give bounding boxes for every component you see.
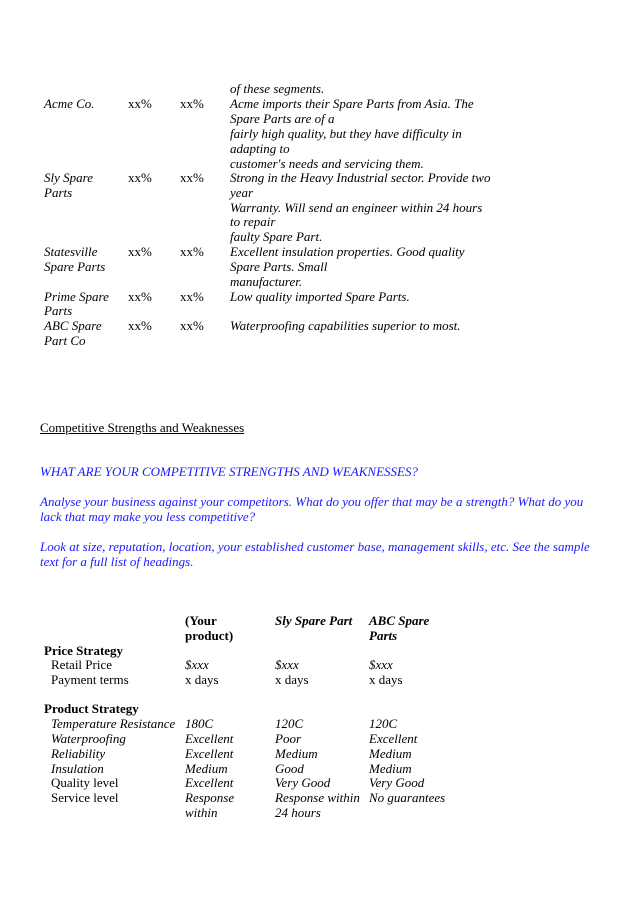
cell-value: $xxx	[185, 657, 209, 672]
section-heading: Competitive Strengths and Weaknesses	[40, 420, 245, 435]
competitor-desc: Warranty. Will send an engineer within 24 hours	[230, 200, 483, 215]
cell-value: x days	[275, 672, 309, 687]
competitor-name: Parts	[44, 303, 73, 318]
competitor-desc: Spare Parts. Small	[230, 259, 328, 274]
guidance-text: Analyse your business against your competitors. What do you offer that may be a strength? What do you	[40, 494, 584, 509]
cell-value: x days	[369, 672, 403, 687]
column-header: product)	[185, 628, 234, 643]
cell-value: x days	[185, 672, 219, 687]
row-label: Reliability	[51, 746, 106, 761]
cell-value: Excellent	[185, 731, 234, 746]
section-question: WHAT ARE YOUR COMPETITIVE STRENGTHS AND WEAKNESSES?	[40, 464, 418, 479]
competitor-desc: faulty Spare Part.	[230, 229, 323, 244]
competitor-desc: Waterproofing capabilities superior to most.	[230, 318, 461, 333]
cell-value: Very Good	[369, 775, 425, 790]
cell-value: Response	[185, 790, 235, 805]
cell-value: Response within	[275, 790, 360, 805]
row-label: Quality level	[51, 775, 119, 790]
cell-value: No guarantees	[369, 790, 446, 805]
share-value: xx%	[128, 96, 152, 111]
cell-value: Medium	[369, 746, 412, 761]
competitor-desc: year	[230, 185, 254, 200]
share-value: xx%	[180, 244, 204, 259]
cell-value: Medium	[275, 746, 318, 761]
cell-value: within	[185, 805, 218, 820]
column-header: Sly Spare Part	[275, 613, 353, 628]
cell-value: $xxx	[369, 657, 393, 672]
cell-value: Excellent	[185, 746, 234, 761]
competitor-desc: Low quality imported Spare Parts.	[230, 289, 410, 304]
cell-value: 180C	[185, 716, 214, 731]
competitor-name: Spare Parts	[44, 259, 106, 274]
share-value: xx%	[128, 244, 152, 259]
competitor-name: Sly Spare	[44, 170, 93, 185]
guidance-text: Look at size, reputation, location, your established customer base, management skills, etc. See the sample	[40, 539, 590, 554]
cell-value: Medium	[369, 761, 412, 776]
column-header: (Your	[185, 613, 217, 628]
cell-value: 24 hours	[275, 805, 321, 820]
guidance-text: lack that may make you less competitive?	[40, 509, 256, 524]
cell-value: Excellent	[369, 731, 418, 746]
cell-value: Medium	[185, 761, 228, 776]
intro-line: of these segments.	[230, 81, 325, 96]
cell-value: $xxx	[275, 657, 299, 672]
cell-value: 120C	[275, 716, 304, 731]
competitor-name: Part Co	[44, 333, 86, 348]
competitor-desc: Strong in the Heavy Industrial sector. Provide two	[230, 170, 491, 185]
row-label: Temperature Resistance	[51, 716, 176, 731]
row-label: Insulation	[51, 761, 104, 776]
cell-value: Very Good	[275, 775, 331, 790]
share-value: xx%	[180, 96, 204, 111]
competitor-name: Statesville	[44, 244, 98, 259]
competitor-desc: adapting to	[230, 141, 290, 156]
group-title: Price Strategy	[44, 643, 124, 658]
cell-value: Poor	[275, 731, 301, 746]
row-label: Waterproofing	[51, 731, 126, 746]
row-label: Retail Price	[51, 657, 113, 672]
row-label: Payment terms	[51, 672, 129, 687]
competitor-name: Prime Spare	[44, 289, 109, 304]
share-value: xx%	[180, 289, 204, 304]
column-header: ABC Spare	[369, 613, 430, 628]
cell-value: Good	[275, 761, 304, 776]
competitor-desc: Acme imports their Spare Parts from Asia. The	[230, 96, 474, 111]
row-label: Service level	[51, 790, 119, 805]
competitor-desc: Spare Parts are of a	[230, 111, 335, 126]
competitor-name: ABC Spare	[44, 318, 102, 333]
share-value: xx%	[180, 318, 204, 333]
column-header: Parts	[369, 628, 398, 643]
competitor-name: Acme Co.	[44, 96, 95, 111]
share-value: xx%	[128, 170, 152, 185]
cell-value: 120C	[369, 716, 398, 731]
competitor-desc: customer's needs and servicing them.	[230, 156, 424, 171]
share-value: xx%	[180, 170, 204, 185]
competitor-desc: Excellent insulation properties. Good quality	[230, 244, 465, 259]
cell-value: Excellent	[185, 775, 234, 790]
guidance-text: text for a full list of headings.	[40, 554, 194, 569]
share-value: xx%	[128, 289, 152, 304]
competitor-name: Parts	[44, 185, 73, 200]
share-value: xx%	[128, 318, 152, 333]
competitor-desc: manufacturer.	[230, 274, 303, 289]
competitor-desc: to repair	[230, 214, 276, 229]
competitor-desc: fairly high quality, but they have difficulty in	[230, 126, 462, 141]
group-title: Product Strategy	[44, 701, 139, 716]
